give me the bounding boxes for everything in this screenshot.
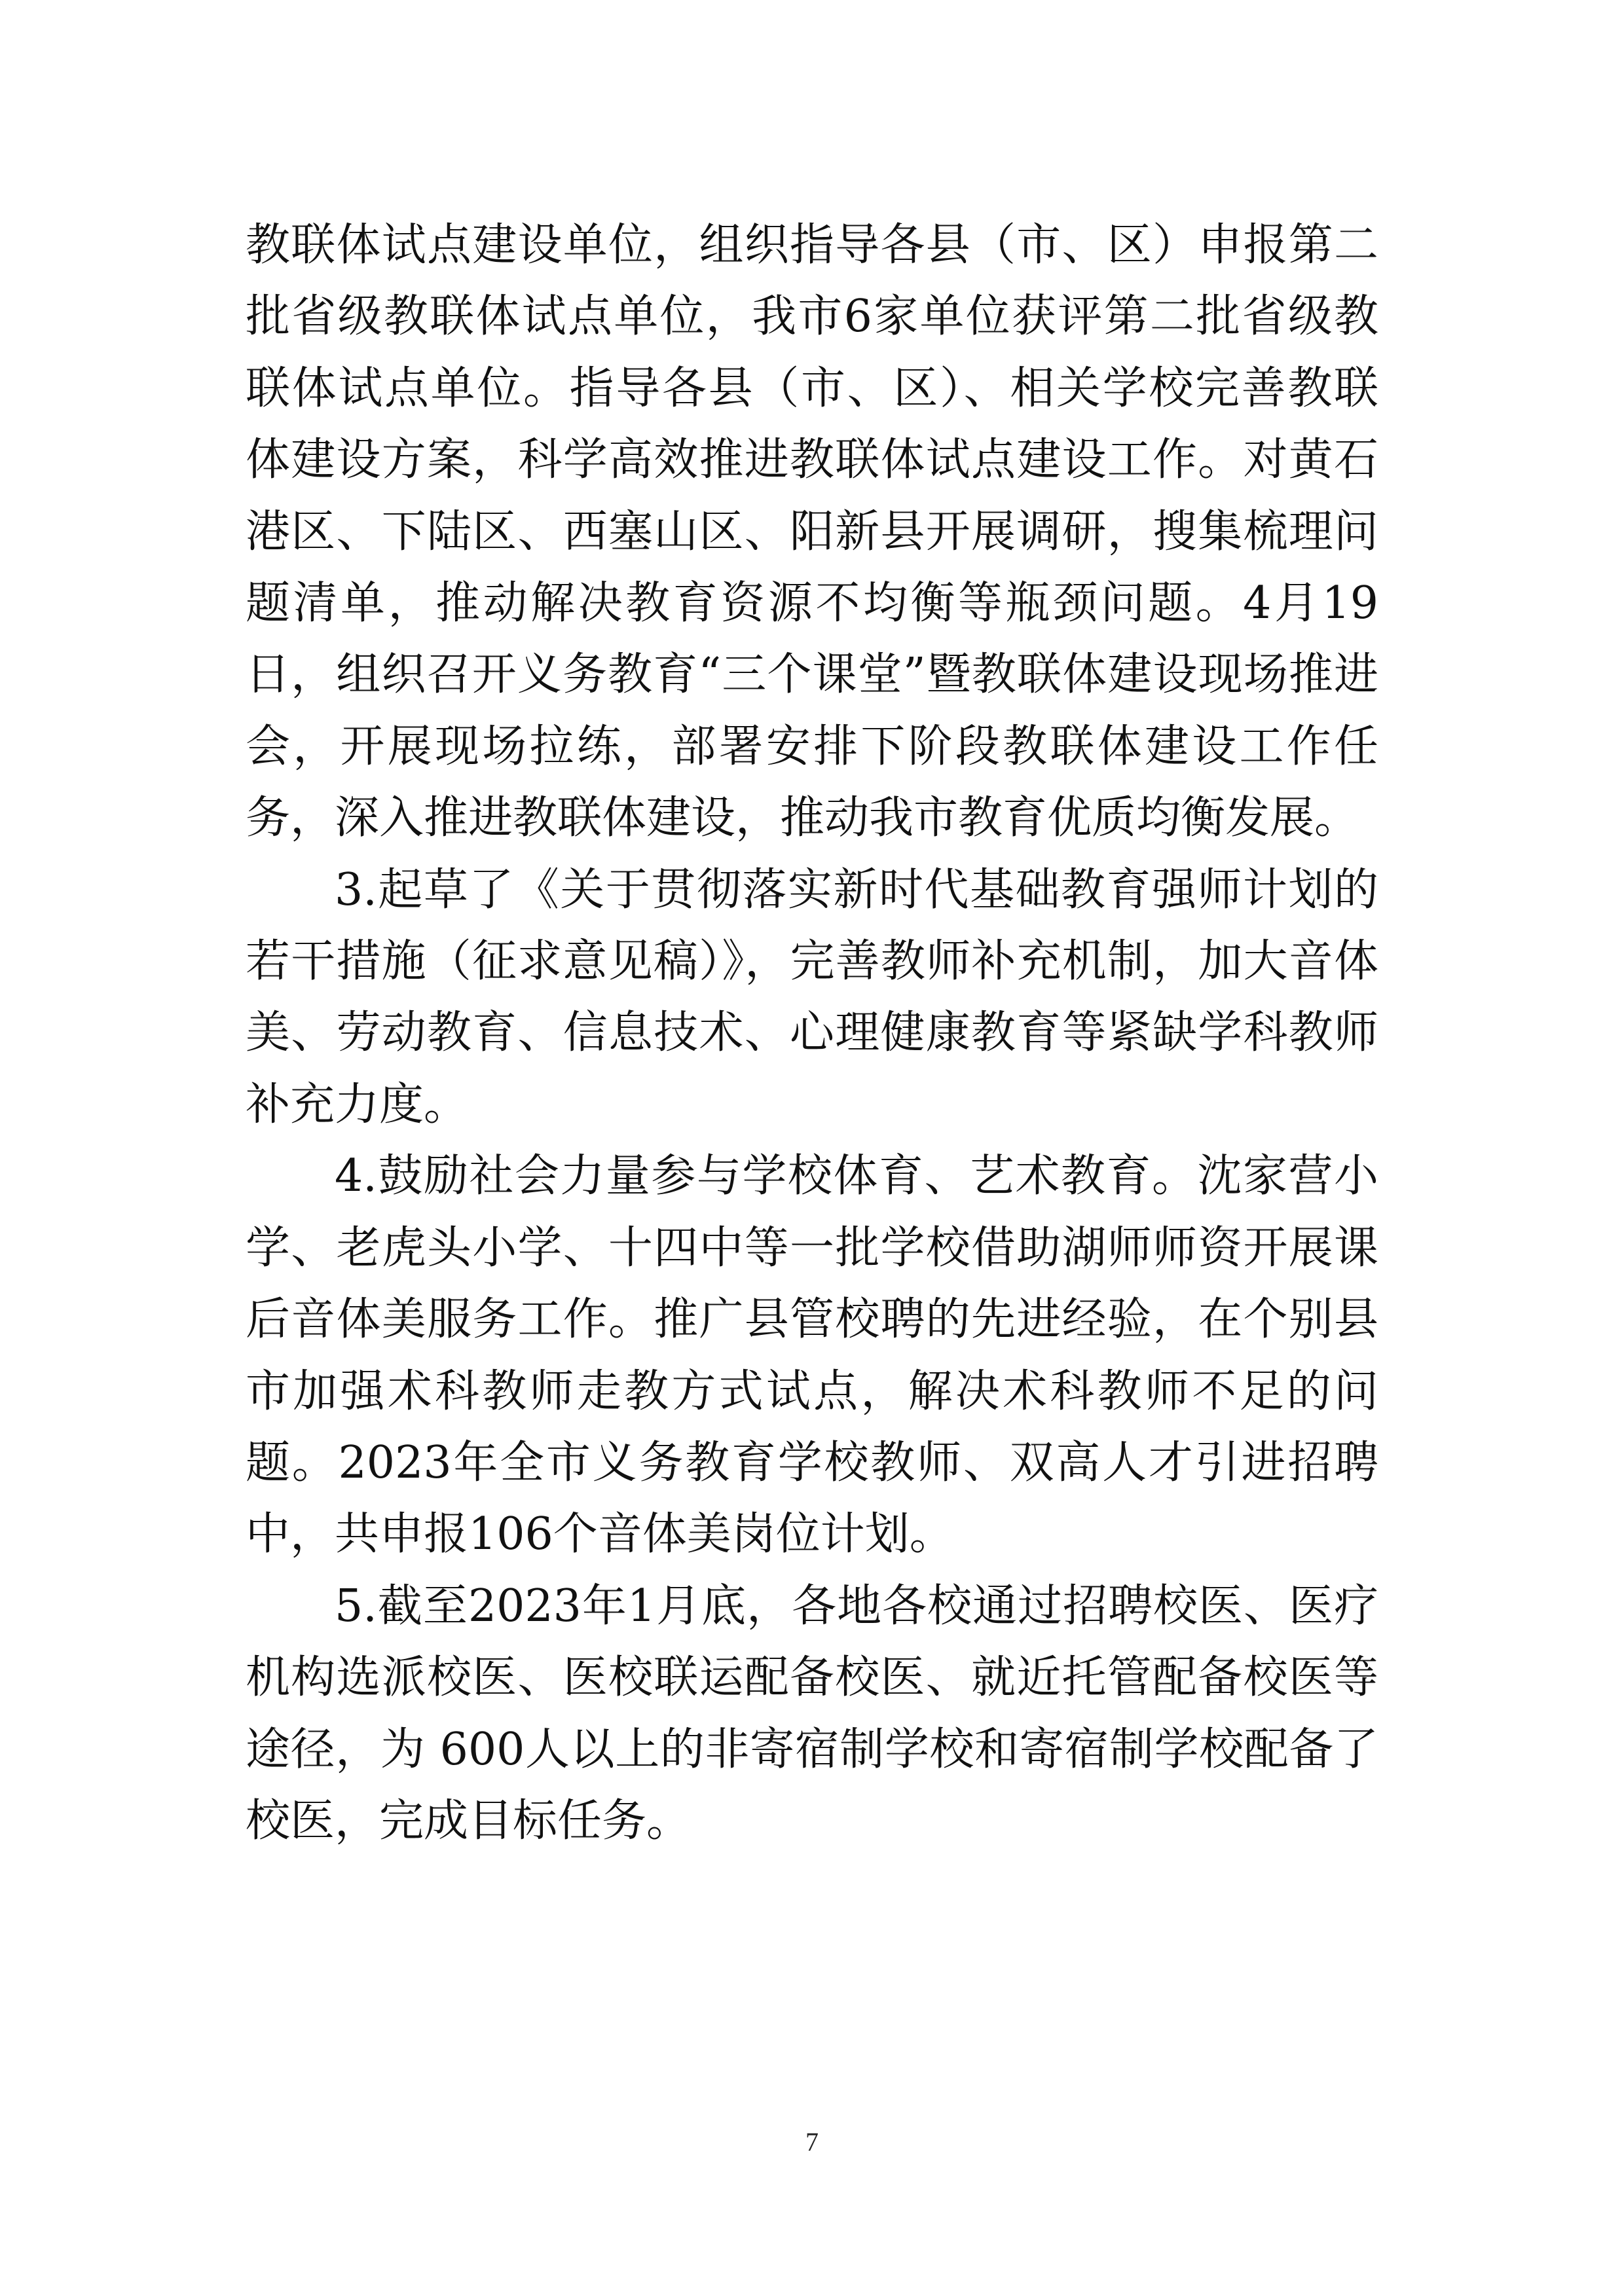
- body-text: [246, 210, 1378, 1857]
- paragraph-item-4: 4.鼓励社会力量参与学校体育、艺术教育。沈家营小学、老虎头小学、十四中等一批学校借助湖师师资开展课后音体美服务工作。推广县管校聘的先进经验，在个别县市加强术科教师走教方式试点，解决术科教师不足的问题。2023年全市义务教育学校教师、双高人才引进招聘中，共申报106个音体美岗位计划。: [246, 1150, 1378, 1561]
- paragraph-continued: 教联体试点建设单位，组织指导各县（市、区）申报第二批省级教联体试点单位，我市6家单位获评第二批省级教联体试点单位。指导各县（市、区）、相关学校完善教联体建设方案，科学高效推进教联体试点建设工作。对黄石港区、下陆区、西塞山区、阳新县开展调研，搜集梳理问题清单，推动解决教育资源不均衡等瓶颈问题。4月19日，组织召开义务教育“三个课堂”暨教联体建设现场推进会，开展现场拉练，部署安排下阶段教联体建设工作任务，深入推进教联体建设，推动我市教育优质均衡发展。: [246, 219, 1378, 845]
- page-number: 7: [805, 2127, 819, 2157]
- paragraph-item-3: 3.起草了《关于贯彻落实新时代基础教育强师计划的若干措施（征求意见稿）》，完善教师补充机制，加大音体美、劳动教育、信息技术、心理健康教育等紧缺学科教师补充力度。: [246, 864, 1378, 1131]
- paragraph-item-5: 5.截至2023年1月底，各地各校通过招聘校医、医疗机构选派校医、医校联运配备校医、就近托管配备校医等途径，为 600人以上的非寄宿制学校和寄宿制学校配备了校医，完成目标任务。: [246, 1580, 1378, 1847]
